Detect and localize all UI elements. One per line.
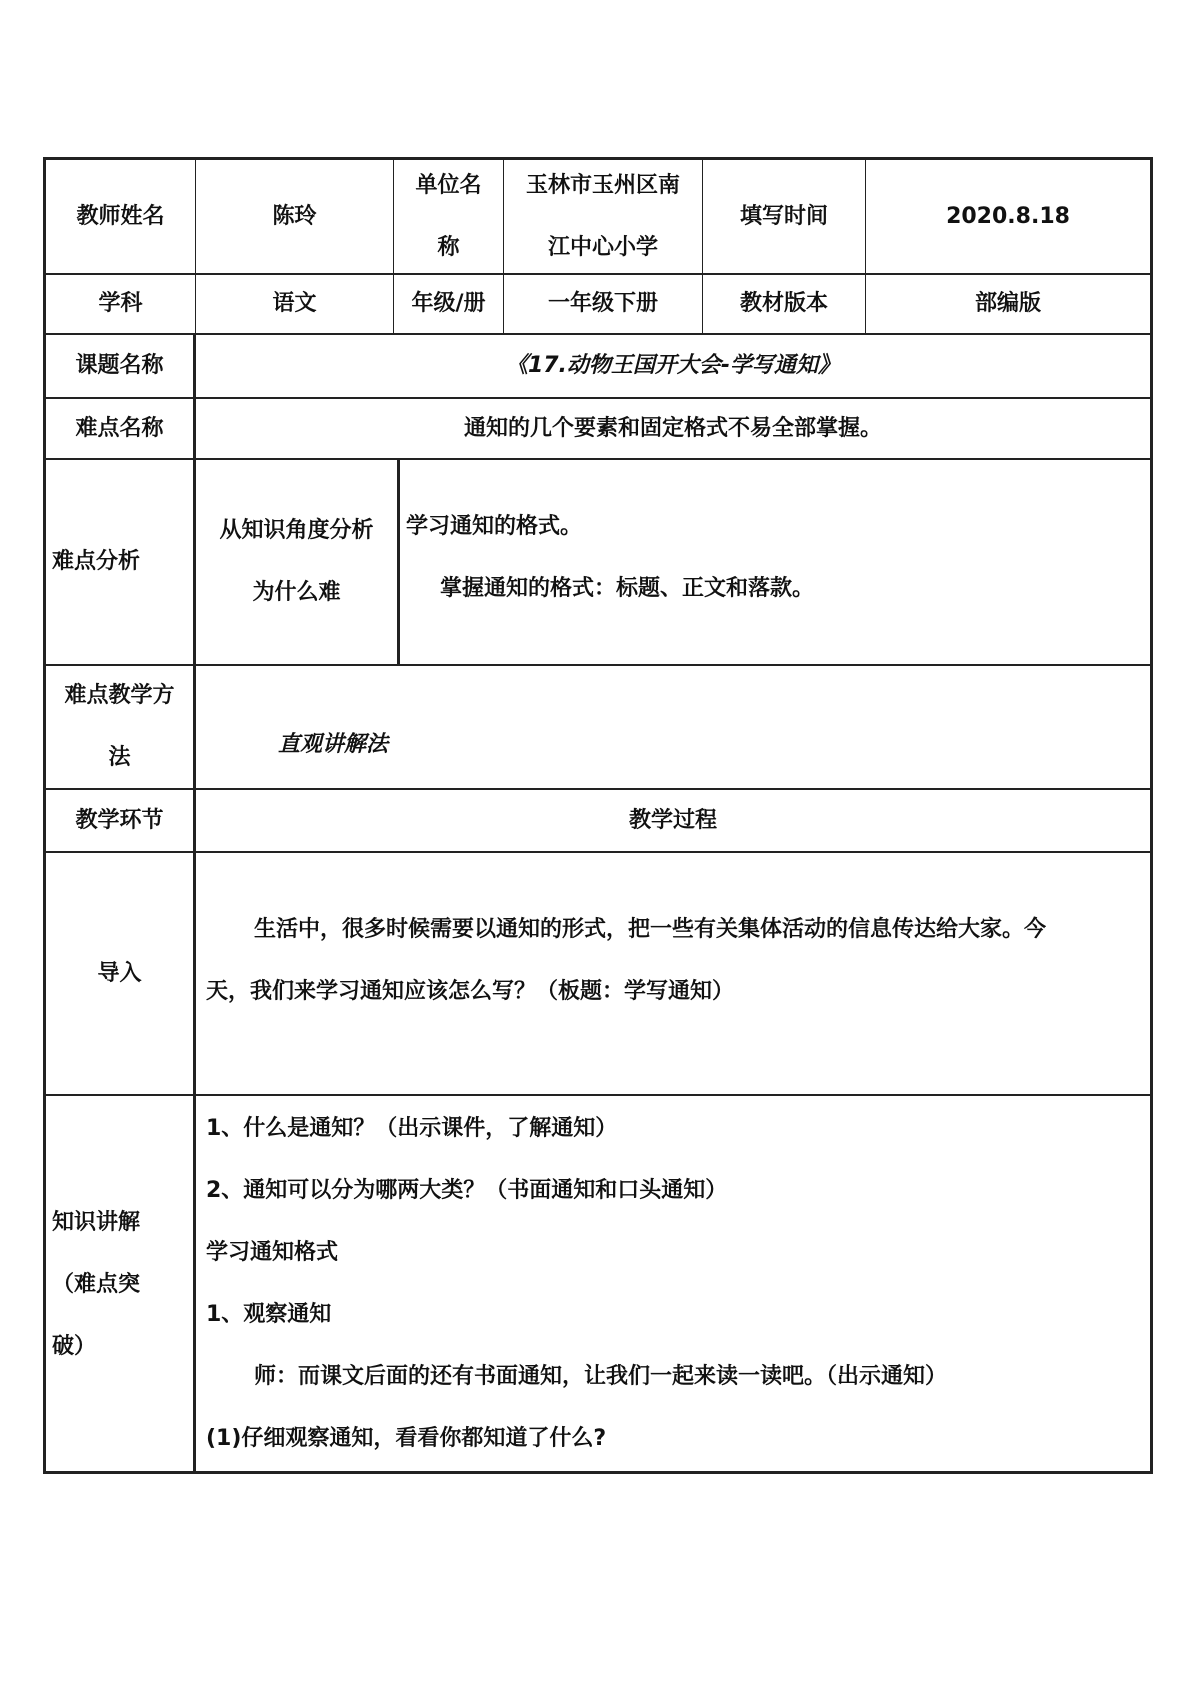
method-label-line-2: 法	[108, 745, 131, 770]
grade-value: 一年级下册	[504, 275, 703, 333]
knowledge-line: 2、通知可以分为哪两大类？（书面通知和口头通知）	[206, 1178, 728, 1203]
knowledge-label-line-1: 知识讲解	[52, 1209, 141, 1235]
analysis-label: 难点分析	[46, 460, 196, 664]
knowledge-line: 学习通知格式	[206, 1240, 339, 1265]
edition-label: 教材版本	[703, 275, 866, 333]
subject-label: 学科	[46, 275, 196, 333]
knowledge-label-line-2: （难点突	[52, 1271, 141, 1297]
intro-row	[43, 853, 1153, 1096]
analysis-sub-label-line-2: 为什么难	[252, 580, 341, 605]
edition-value: 部编版	[974, 291, 1041, 316]
knowledge-line: (1)仔细观察通知，看看你都知道了什么?	[206, 1426, 607, 1451]
process-value: 教学过程	[628, 807, 717, 833]
lesson-plan-table	[43, 157, 1153, 1474]
unit-label	[394, 160, 504, 273]
knowledge-line: 师：而课文后面的还有书面通知，让我们一起来读一读吧。（出示通知）	[254, 1364, 948, 1389]
difficulty-label: 难点名称	[46, 399, 196, 458]
analysis-line-2: 掌握通知的格式：标题、正文和落款。	[440, 576, 815, 601]
knowledge-line: 1、观察通知	[206, 1302, 332, 1327]
knowledge-content	[196, 1096, 1150, 1471]
grade-label: 年级/册	[394, 275, 504, 333]
unit-label-line-2: 称	[437, 234, 460, 260]
subject-value: 语文	[196, 275, 394, 333]
method-label-line-1: 难点教学方	[64, 683, 175, 708]
topic-row	[43, 335, 1153, 399]
knowledge-line: 1、什么是通知？（出示课件，了解通知）	[206, 1116, 618, 1141]
difficulty-value: 通知的几个要素和固定格式不易全部掌握。	[463, 415, 882, 441]
intro-content	[196, 853, 1150, 1094]
intro-line-1: 生活中，很多时候需要以通知的形式，把一些有关集体活动的信息传达给大家。今	[254, 917, 1047, 942]
unit-value-line-2: 江中心小学	[547, 234, 658, 260]
method-row	[43, 666, 1153, 790]
date-label: 填写时间	[703, 160, 866, 273]
analysis-sub-label	[196, 460, 400, 664]
info-row-2	[43, 275, 1153, 335]
method-label	[46, 666, 196, 788]
teacher-value: 陈玲	[196, 160, 394, 273]
analysis-row	[43, 460, 1153, 666]
process-header-row	[43, 790, 1153, 853]
method-value: 直观讲解法	[278, 732, 389, 757]
topic-value: 《17.动物王国开大会-学写通知》	[505, 353, 841, 378]
process-label: 教学环节	[46, 790, 196, 851]
intro-line-2: 天，我们来学习通知应该怎么写？（板题：学写通知）	[206, 979, 735, 1004]
teacher-label: 教师姓名	[46, 160, 196, 273]
info-row-1	[43, 157, 1153, 275]
unit-value-line-1: 玉林市玉州区南	[525, 172, 680, 198]
knowledge-row	[43, 1096, 1153, 1474]
topic-label: 课题名称	[46, 335, 196, 397]
unit-value	[504, 160, 703, 273]
date-value: 2020.8.18	[946, 203, 1070, 229]
analysis-line-1: 学习通知的格式。	[406, 514, 583, 539]
knowledge-label	[46, 1096, 196, 1471]
analysis-sub-label-line-1: 从知识角度分析	[219, 518, 374, 543]
knowledge-label-line-3: 破）	[52, 1333, 97, 1359]
unit-label-line-1: 单位名	[415, 172, 482, 198]
difficulty-row	[43, 399, 1153, 460]
intro-label: 导入	[46, 853, 196, 1094]
analysis-content	[400, 460, 1150, 664]
